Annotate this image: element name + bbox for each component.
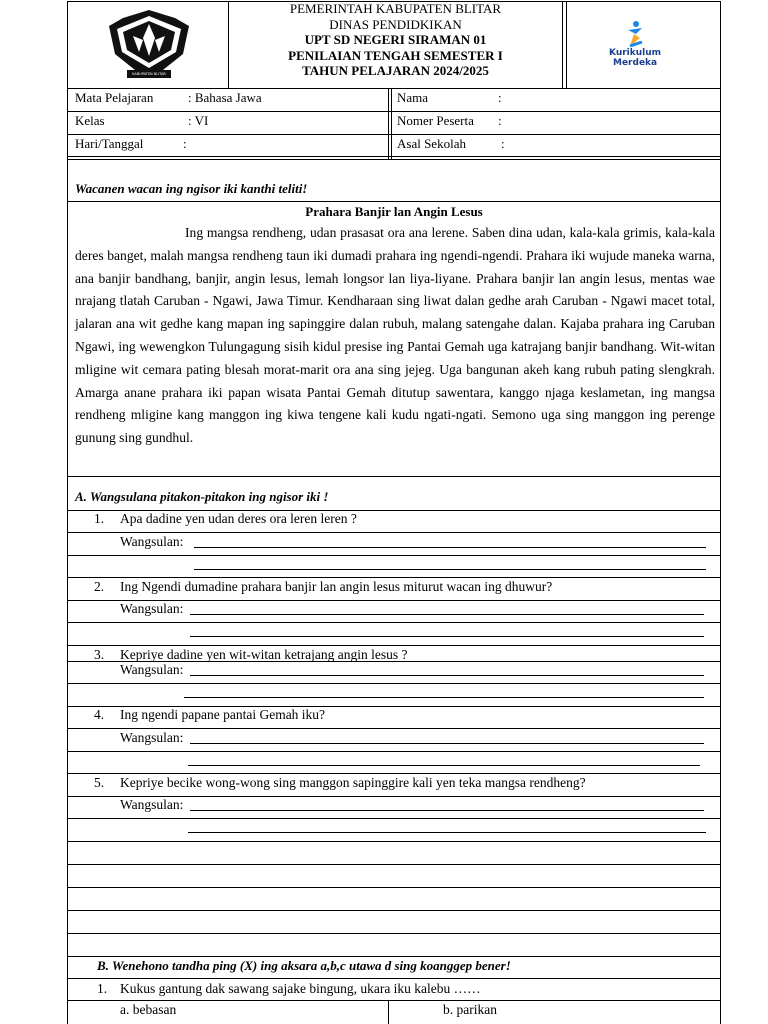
kurikulum-merdeka-logo (600, 20, 680, 70)
answer-line-5a[interactable] (190, 810, 704, 811)
answer-label-2: Wangsulan: (120, 601, 184, 616)
question-1 (94, 511, 357, 527)
answer-label-5: Wangsulan: (120, 797, 184, 812)
year-title: TAHUN PELAJARAN 2024/2025 (302, 63, 489, 78)
subject-value: : Bahasa Jawa (188, 90, 262, 105)
mc-question-1 (97, 981, 481, 997)
mc-question-number: 1. (97, 981, 108, 996)
question-number: 3. (94, 647, 105, 662)
reading-instruction: Wacanen wacan ing ngisor iki kanthi teliti! (75, 181, 308, 196)
question-3 (94, 647, 408, 663)
logo-line2: Merdeka (613, 58, 658, 68)
answer-line-3b[interactable] (184, 697, 704, 698)
answer-line-5b[interactable] (188, 832, 706, 833)
school-title: UPT SD NEGERI SIRAMAN 01 (304, 32, 487, 47)
date-label: Hari/Tanggal (75, 136, 144, 151)
dept-title: DINAS PENDIDKIKAN (329, 16, 462, 32)
answer-line-2a[interactable] (190, 614, 704, 615)
class-value: : VI (188, 113, 209, 128)
question-text: Kepriye dadine yen wit-witan ketrajang angin lesus ? (120, 647, 408, 662)
blitar-crest-logo (103, 8, 195, 80)
gov-title: PEMERINTAH KABUPATEN BLITAR (289, 1, 502, 16)
name-label: Nama (397, 90, 429, 105)
section-b-title: B. Wenehono tandha ping (X) ing aksara a,b,c utawa d sing koanggep bener! (97, 958, 511, 973)
question-number: 5. (94, 775, 105, 790)
question-number: 4. (94, 707, 105, 722)
answer-line-4b[interactable] (188, 765, 700, 766)
answer-label-4: Wangsulan: (120, 730, 184, 745)
logo-line1: Kurikulum (609, 48, 662, 58)
number-value: : (498, 113, 502, 128)
question-number: 1. (94, 511, 105, 526)
question-text: Ing ngendi papane pantai Gemah iku? (120, 707, 326, 722)
number-label: Nomer Peserta (397, 113, 474, 128)
kurikulum-figure-icon (622, 20, 648, 48)
mc-question-text: Kukus gantung dak sawang sajake bingung, ukara iku kalebu …… (120, 981, 481, 996)
question-5 (94, 775, 586, 791)
option-a[interactable]: a. bebasan (120, 1002, 177, 1017)
subject-label: Mata Pelajaran (75, 90, 154, 105)
origin-label: Asal Sekolah (397, 136, 466, 151)
answer-label-3: Wangsulan: (120, 662, 184, 677)
option-b[interactable]: b. parikan (443, 1002, 497, 1017)
crest-caption: KABUPATEN BLITAR (132, 72, 166, 76)
exam-title: PENILAIAN TENGAH SEMESTER I (288, 47, 503, 63)
answer-line-1b[interactable] (194, 569, 706, 570)
section-a-title: A. Wangsulana pitakon-pitakon ing ngisor iki ! (75, 489, 329, 504)
answer-line-1a[interactable] (194, 547, 706, 548)
question-text: Apa dadine yen udan deres ora leren leren ? (120, 511, 357, 526)
answer-line-4a[interactable] (190, 743, 704, 744)
question-4 (94, 707, 325, 723)
date-value: : (183, 136, 187, 151)
reading-title: Prahara Banjir lan Angin Lesus (305, 204, 483, 219)
answer-line-2b[interactable] (190, 636, 704, 637)
class-label: Kelas (75, 113, 105, 128)
answer-line-3a[interactable] (190, 675, 704, 676)
question-2 (94, 579, 552, 595)
answer-label-1: Wangsulan: (120, 534, 184, 549)
question-text: Kepriye becike wong-wong sing manggon sapinggire kali yen teka mangsa rendheng? (120, 775, 586, 790)
question-text: Ing Ngendi dumadine prahara banjir lan angin lesus miturut wacan ing dhuwur? (120, 579, 553, 594)
name-value: : (498, 90, 502, 105)
reading-text: Ing mangsa rendheng, udan prasasat ora ana lerene. Saben dina udan, kala-kala grimis, kala-kala deres banget, malah mangsa rendheng taun iki dumadi prahara ing ngendi-ngendi. Prahara iki wujude maneka warna, ana banjir bandhang, banjir, angin lesus, lemah longsor lan liya-liyane. Prahara banjir lan angin lesus, mentas wae nrajang tlatah Caruban - Ngawi, Jawa Timur. Kendharaan sing liwat dalan gedhe arah Caruban - Ngawi macet total, jalaran ana wit gedhe kang mapan ing sapinggire dalan rubuh, malang satengahe dalan. Kajaba prahara ing Caruban Ngawi, ing wewengkon Tulungagung sisih kidul presise ing Pantai Gemah uga katrajang banjir bandhang. Wit-witan mligine wit cemara pating blesah morat-marit ora ana sing jejeg. Uga bangunan akeh kang rubuh pating slengkrah. Amarga anane prahara iki papan wisata Pantai Gemah ditutup sawentara, kanggo njaga keslametan, ing mangsa rendheng mligine kang manggon ing kiwa tengene kali kudu ngati-ngati. Semono uga sing manggon ing perenge gunung sing gundhul. (75, 225, 715, 446)
reading-passage (75, 222, 715, 450)
question-number: 2. (94, 579, 105, 594)
origin-value: : (501, 136, 505, 151)
